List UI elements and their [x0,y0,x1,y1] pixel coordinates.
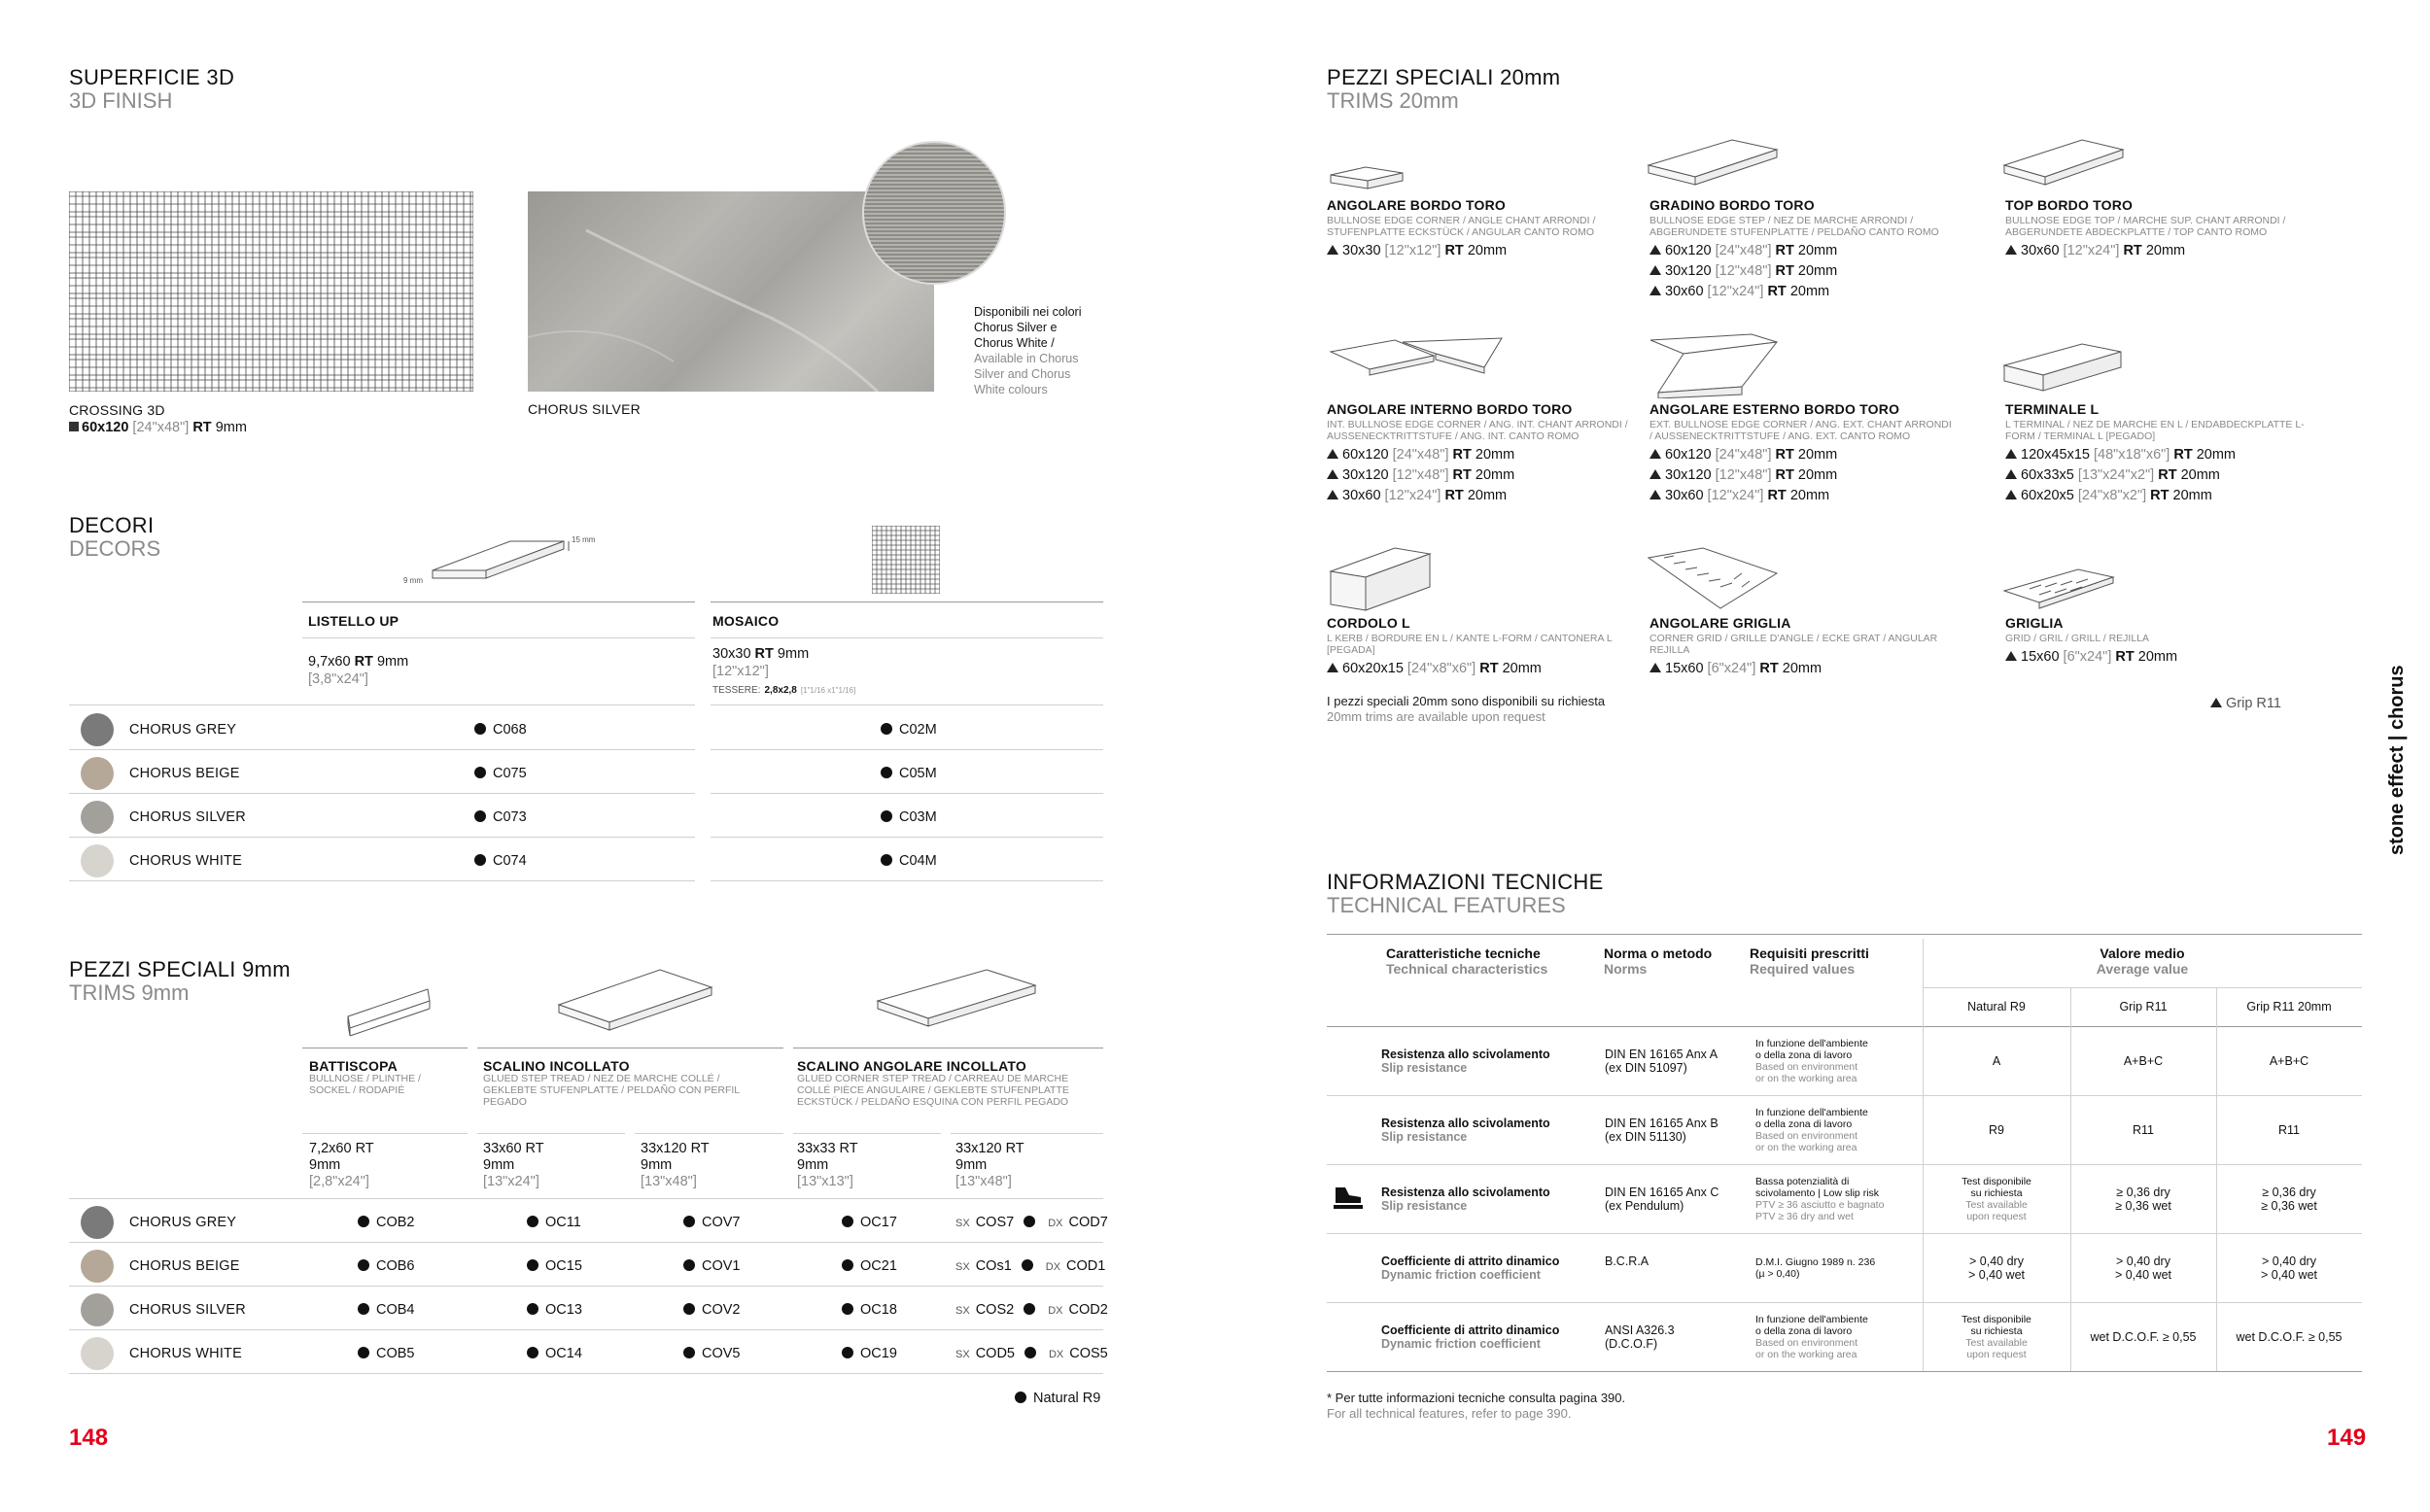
trim-code: COB2 [358,1215,415,1230]
trim20-item [1327,615,1633,679]
trim-code: OC11 [527,1215,581,1230]
color-name: CHORUS SILVER [129,1302,246,1318]
trim20-desc: L TERMINAL / NEZ DE MARCHE EN L / ENDABDECKPLATTE L-FORM / TERMINAL L [PEGADO] [2005,419,2305,442]
3d-icon [69,422,79,431]
color-swatch [81,1206,114,1239]
th-average: Valore medio Average value [2096,945,2189,977]
trim20-sizes: 60x120 [24"x48"] RT 20mm 30x120 [12"x48"] RT 20mm 30x60 [12"x24"] RT 20mm [1649,445,1956,506]
triangle-icon [2005,469,2017,479]
tech-value: Test disponibile su richiesta Test available upon request [1961,1176,2031,1222]
page-number-left: 148 [69,1425,109,1451]
dot-icon [683,1216,695,1227]
scalino-incollato-name: SCALINO INCOLLATO [483,1058,630,1074]
dot-icon [1024,1303,1035,1315]
dot-icon [474,854,486,866]
color-swatch [81,1337,114,1370]
trim20-item [1649,197,1956,302]
scalino-angolare-desc: GLUED CORNER STEP TREAD / CARREAU DE MARCHE COLLÉ PIÈCE ANGULAIRE / GEKLEBTE STUFENPLATTE ECKSTÜCK / PELDAÑO ESQUINA CON PERFIL PEGADO [797,1073,1069,1108]
mosaico-code: C03M [881,809,937,825]
th-grip-r11: Grip R11 [2119,1000,2168,1014]
tech-value: A+B+C [2269,1054,2309,1068]
trim-code: OC19 [842,1346,897,1361]
dot-icon [881,767,892,778]
tech-value: > 0,40 dry > 0,40 wet [1967,1254,2026,1282]
trim20-name: ANGOLARE BORDO TORO [1327,197,1506,213]
triangle-icon [1649,449,1661,459]
dot-icon [881,854,892,866]
tech-norm: B.C.R.A [1605,1254,1649,1268]
tech-value: wet D.C.O.F. ≥ 0,55 [2236,1330,2343,1344]
color-swatch [81,1293,114,1326]
color-swatch [81,713,114,746]
triangle-icon [2210,698,2222,707]
tech-subtitle: TECHNICAL FEATURES [1327,893,1566,917]
trim20-desc: EXT. BULLNOSE EDGE CORNER / ANG. EXT. CHANT ARRONDI / AUSSENECKTRITTSTUFE / ANG. EXT. CANTO ROMO [1649,419,1952,442]
color-swatch [81,844,114,877]
trims20-note: I pezzi speciali 20mm sono disponibili su richiesta 20mm trims are available upon request [1327,694,1606,724]
trim-code: COB4 [358,1302,415,1318]
dim-b: 9 mm [403,576,423,585]
dot-icon [842,1259,853,1271]
th-natural-r9: Natural R9 [1967,1000,2026,1014]
trim20-name: ANGOLARE INTERNO BORDO TORO [1327,401,1573,417]
trim-code-sx-dx: SX COs1 DX COD1 [955,1258,1106,1274]
triangle-icon [1327,490,1338,499]
trim-code: OC21 [842,1258,897,1274]
natural-r9-legend: Natural R9 [1015,1389,1100,1409]
dot-icon [358,1259,369,1271]
trim20-item [1327,197,1633,261]
color-swatch [81,801,114,834]
trim-code: OC15 [527,1258,582,1274]
trim20-sizes: 30x60 [12"x24"] RT 20mm [2005,241,2311,261]
tech-required: D.M.I. Giugno 1989 n. 236 (µ > 0,40) [1755,1256,1876,1280]
tech-value: R11 [2277,1123,2300,1137]
trim20-desc: BULLNOSE EDGE TOP / MARCHE SUP. CHANT ARRONDI / ABGERUNDETE ABDECKPLATTE / TOP CANTO ROMO [2005,215,2286,238]
listello-up-drawing [394,520,608,590]
trim20-desc: BULLNOSE EDGE CORNER / ANGLE CHANT ARRONDI / STUFENPLATTE ECKSTÜCK / ANGULAR CANTO ROMO [1327,215,1596,238]
tech-value: R11 [2132,1123,2154,1137]
tech-required: In funzione dell'ambiente o della zona di lavoro Based on environment or on the working area [1755,1038,1868,1084]
listello-up-name: LISTELLO UP [308,613,399,629]
trim-code: OC14 [527,1346,582,1361]
tech-required: In funzione dell'ambiente o della zona di lavoro Based on environment or on the working area [1755,1314,1868,1360]
mosaico-code: C04M [881,853,937,869]
trim-code-sx-dx: SX COS7 DX COD7 [955,1215,1108,1230]
trim20-item [1649,615,1956,679]
tech-value: > 0,40 dry > 0,40 wet [2114,1254,2172,1282]
angolare-griglia-drawing [1645,544,1781,612]
tech-norm: ANSI A326.3 (D.C.O.F) [1605,1323,1675,1351]
decori-subtitle: DECORS [69,536,161,561]
trims9-subtitle: TRIMS 9mm [69,980,190,1005]
mosaico-code: C05M [881,766,937,781]
trim20-item [2005,401,2311,506]
dot-icon [358,1347,369,1358]
battiscopa-drawing [340,981,437,1040]
dot-icon [358,1303,369,1315]
tech-norm: DIN EN 16165 Anx C (ex Pendulum) [1605,1186,1719,1213]
color-swatch [81,757,114,790]
trim-code: COB6 [358,1258,415,1274]
tech-title: INFORMAZIONI TECNICHE [1327,870,1604,894]
trim20-name: ANGOLARE GRIGLIA [1649,615,1791,631]
page-number-right: 149 [2327,1425,2367,1451]
trim20-item [1649,401,1956,506]
triangle-icon [2005,651,2017,661]
tech-value: ≥ 0,36 dry ≥ 0,36 wet [2115,1186,2171,1213]
tech-value: R9 [1989,1123,2004,1137]
mosaico-size: 30x30 RT 9mm [12"x12"] TESSERE: 2,8x2,8 [1"1/16 x1"1/16] [712,646,856,696]
trim20-item [2005,197,2311,261]
trim20-item [1327,401,1633,506]
dot-icon [358,1216,369,1227]
dot-icon [1022,1259,1033,1271]
tech-norm: DIN EN 16165 Anx B (ex DIN 51130) [1605,1117,1718,1144]
tech-characteristic: Resistenza allo scivolamento Slip resistance [1381,1048,1550,1075]
dot-icon [683,1259,695,1271]
trim20-sizes: 30x30 [12"x12"] RT 20mm [1327,241,1633,261]
listello-code: C068 [474,722,527,738]
trim20-name: TOP BORDO TORO [2005,197,2134,213]
triangle-icon [1649,490,1661,499]
dot-icon [474,810,486,822]
tech-value: ≥ 0,36 dry ≥ 0,36 wet [2261,1186,2317,1213]
tech-value: wet D.C.O.F. ≥ 0,55 [2090,1330,2197,1344]
angolare-bordo-toro-drawing [1327,163,1405,194]
trim20-name: ANGOLARE ESTERNO BORDO TORO [1649,401,1900,417]
tech-characteristic: Resistenza allo scivolamento Slip resistance [1381,1186,1550,1213]
color-swatch [81,1250,114,1283]
mosaico-drawing [872,526,940,594]
color-name: CHORUS SILVER [129,809,246,825]
mosaico-name: MOSAICO [712,613,780,629]
dot-icon [474,767,486,778]
availability-note: Disponibili nei colori Chorus Silver e Chorus White / Available in Chorus Silver and Chorus White colours [974,305,1082,396]
angolare-esterno-drawing [1645,328,1781,398]
th-grip-r11-20mm: Grip R11 20mm [2246,1000,2332,1014]
dim-a: 15 mm [572,535,596,544]
griglia-drawing [2000,566,2117,614]
dot-icon [842,1216,853,1227]
tech-norm: DIN EN 16165 Anx A (ex DIN 51097) [1605,1048,1718,1075]
color-name: CHORUS GREY [129,722,237,738]
tech-required: In funzione dell'ambiente o della zona di lavoro Based on environment or on the working area [1755,1107,1868,1153]
crossing-3d-swatch [69,191,473,392]
side-label: stone effect | chorus [2386,665,2408,855]
triangle-icon [2005,490,2017,499]
trim-code-sx-dx: SX COS2 DX COD2 [955,1302,1108,1318]
triangle-icon [1649,469,1661,479]
trim-size: 33x33 RT 9mm [13"x13"] [797,1141,858,1189]
superficie-title: SUPERFICIE 3D [69,65,235,89]
mosaico-code: C02M [881,722,937,738]
trim-code: COV1 [683,1258,741,1274]
slip-test-icon [1332,1184,1365,1211]
dot-icon [527,1347,538,1358]
gradino-bordo-toro-drawing [1645,136,1781,190]
tech-characteristic: Coefficiente di attrito dinamico Dynamic friction coefficient [1381,1254,1560,1282]
triangle-icon [1327,469,1338,479]
triangle-icon [1327,663,1338,672]
tech-value: > 0,40 dry > 0,40 wet [2260,1254,2318,1282]
trim20-desc: CORNER GRID / GRILLE D'ANGLE / ECKE GRAT / ANGULAR REJILLA [1649,633,1938,656]
angolare-interno-drawing [1327,332,1507,391]
color-name: CHORUS BEIGE [129,1258,240,1274]
trims9-title: PEZZI SPECIALI 9mm [69,957,291,981]
trim-code: OC18 [842,1302,897,1318]
scalino-incollato-desc: GLUED STEP TREAD / NEZ DE MARCHE COLLÉ / GEKLEBTE STUFENPLATTE / PELDAÑO CON PERFIL PEGADO [483,1073,740,1108]
chorus-silver-label: CHORUS SILVER [528,401,641,417]
tech-footnote: * Per tutte informazioni tecniche consulta pagina 390. For all technical features, refer to page 390. [1327,1391,1626,1421]
cordolo-l-drawing [1327,544,1434,612]
trim20-sizes: 60x120 [24"x48"] RT 20mm 30x120 [12"x48"] RT 20mm 30x60 [12"x24"] RT 20mm [1327,445,1633,506]
trim20-sizes: 15x60 [6"x24"] RT 20mm [2005,647,2311,668]
tech-value: A+B+C [2123,1054,2164,1068]
trim20-name: GRADINO BORDO TORO [1649,197,1815,213]
color-name: CHORUS BEIGE [129,766,240,781]
dot-icon [527,1216,538,1227]
dot-icon [683,1347,695,1358]
trim20-desc: GRID / GRIL / GRILL / REJILLA [2005,633,2150,644]
triangle-icon [1649,286,1661,295]
trim-code: COV7 [683,1215,741,1230]
th-required: Requisiti prescritti Required values [1750,945,1869,977]
trim20-sizes: 15x60 [6"x24"] RT 20mm [1649,659,1956,679]
dot-icon [842,1303,853,1315]
dot-icon [1024,1216,1035,1227]
trim-code: OC13 [527,1302,582,1318]
superficie-subtitle: 3D FINISH [69,88,173,113]
trim20-sizes: 60x120 [24"x48"] RT 20mm 30x120 [12"x48"] RT 20mm 30x60 [12"x24"] RT 20mm [1649,241,1956,302]
scalino-incollato-drawing [551,962,716,1040]
th-norms: Norma o metodo Norms [1604,945,1713,977]
dot-icon [474,723,486,735]
trim-code: COV5 [683,1346,741,1361]
trim20-name: TERMINALE L [2005,401,2100,417]
listello-code: C073 [474,809,527,825]
dot-icon [1024,1347,1036,1358]
triangle-icon [2005,245,2017,255]
scalino-angolare-drawing [870,962,1040,1040]
tech-characteristic: Coefficiente di attrito dinamico Dynamic friction coefficient [1381,1323,1560,1351]
dot-icon [683,1303,695,1315]
trim-size: 33x120 RT 9mm [13"x48"] [955,1141,1024,1189]
color-name: CHORUS WHITE [129,1346,242,1361]
color-name: CHORUS GREY [129,1215,237,1230]
triangle-icon [1649,245,1661,255]
trim-code: COV2 [683,1302,741,1318]
triangle-icon [1649,265,1661,275]
tech-value: A [1992,1054,2001,1068]
tech-characteristic: Resistenza allo scivolamento Slip resistance [1381,1117,1550,1144]
battiscopa-name: BATTISCOPA [309,1058,398,1074]
crossing-size: 60x120 [24"x48"] RT 9mm [69,418,247,438]
trim-size: 33x120 RT 9mm [13"x48"] [641,1141,710,1189]
trim20-sizes: 120x45x15 [48"x18"x6"] RT 20mm 60x33x5 [13"x24"x2"] RT 20mm 60x20x5 [24"x8"x2"] RT 20mm [2005,445,2311,506]
trim20-sizes: 60x20x15 [24"x8"x6"] RT 20mm [1327,659,1633,679]
dot-icon [842,1347,853,1358]
dot-icon [1015,1392,1026,1403]
trim20-desc: INT. BULLNOSE EDGE CORNER / ANG. INT. CHANT ARRONDI / AUSSENECKTRITTSTUFE / ANG. INT. CANTO ROMO [1327,419,1628,442]
trim20-desc: BULLNOSE EDGE STEP / NEZ DE MARCHE ARRONDI / ABGERUNDETE STUFENPLATTE / PELDAÑO CANTO ROMO [1649,215,1939,238]
dot-icon [881,810,892,822]
triangle-icon [1327,245,1338,255]
chorus-silver-detail-zoom [862,141,1006,285]
trim-size: 33x60 RT 9mm [13"x24"] [483,1141,544,1189]
trim20-item [2005,615,2311,668]
dot-icon [881,723,892,735]
listello-up-size: 9,7x60 RT 9mm [3,8"x24"] [308,654,409,687]
trim-code-sx-dx: SX COD5 DX COS5 [955,1346,1108,1361]
trims20-title: PEZZI SPECIALI 20mm [1327,65,1561,89]
scalino-angolare-name: SCALINO ANGOLARE INCOLLATO [797,1058,1026,1074]
decori-title: DECORI [69,513,155,537]
th-characteristics: Caratteristiche tecniche Technical characteristics [1386,945,1548,977]
color-name: CHORUS WHITE [129,853,242,869]
terminale-l-drawing [2000,340,2127,395]
tech-required: Bassa potenzialità di scivolamento | Low slip risk PTV ≥ 36 asciutto e bagnato PTV ≥ 36 dry and wet [1755,1176,1885,1222]
trim20-desc: L KERB / BORDURE EN L / KANTE L-FORM / CANTONERA L [PEGADA] [1327,633,1613,656]
top-bordo-toro-drawing [2000,136,2127,190]
triangle-icon [1327,449,1338,459]
dot-icon [527,1259,538,1271]
battiscopa-desc: BULLNOSE / PLINTHE / SOCKEL / RODAPIÉ [309,1073,421,1096]
trim20-name: CORDOLO L [1327,615,1410,631]
trims20-subtitle: TRIMS 20mm [1327,88,1459,113]
dot-icon [527,1303,538,1315]
trim20-name: GRIGLIA [2005,615,2064,631]
trim-code: OC17 [842,1215,897,1230]
trim-code: COB5 [358,1346,415,1361]
grip-r11-legend: Grip R11 [2210,694,2281,714]
tech-value: Test disponibile su richiesta Test available upon request [1961,1314,2031,1360]
listello-code: C075 [474,766,527,781]
trim-size: 7,2x60 RT 9mm [2,8"x24"] [309,1141,374,1189]
crossing-label: CROSSING 3D [69,402,165,418]
triangle-icon [2005,449,2017,459]
triangle-icon [1649,663,1661,672]
listello-code: C074 [474,853,527,869]
